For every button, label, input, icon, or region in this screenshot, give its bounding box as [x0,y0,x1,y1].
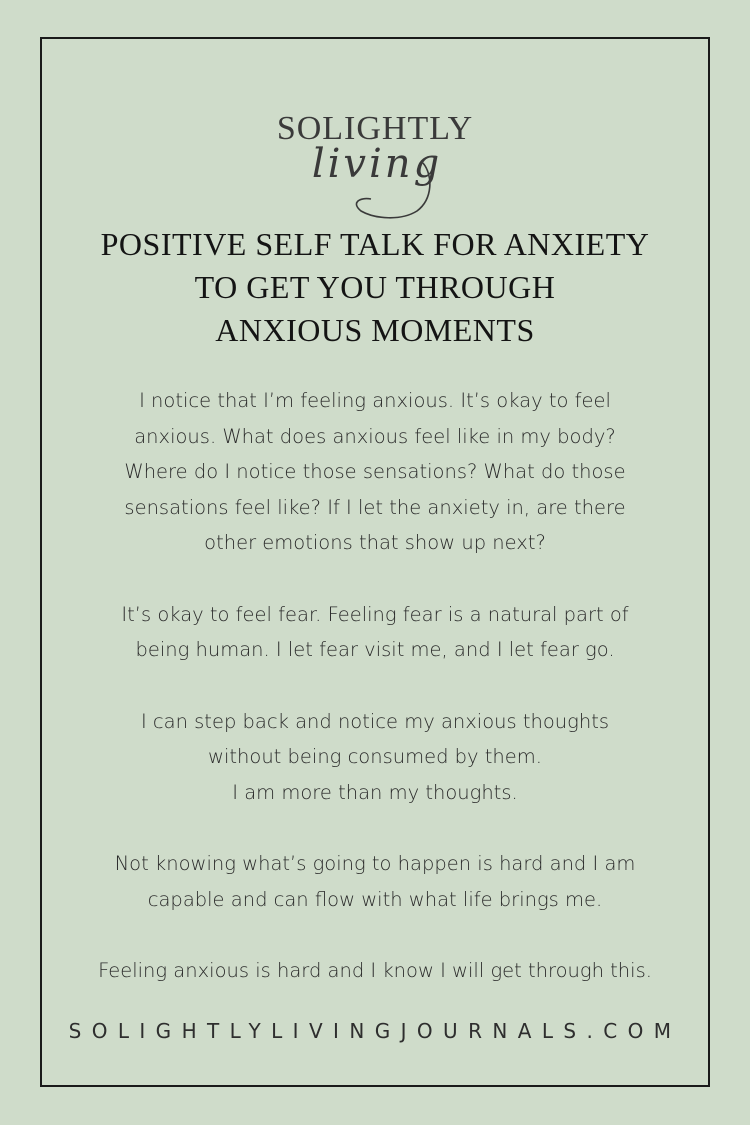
paragraph-line: I notice that I’m feeling anxious. It’s okay to feel [139,389,611,412]
paragraph-1 [42,383,708,561]
paragraph-line: capable and can flow with what life brings me. [147,887,603,911]
paragraph-line: anxious. What does anxious feel like in my body? [134,424,616,448]
paragraph-5 [42,953,708,989]
paragraph-line: other emotions that show up next? [204,531,546,554]
logo-script: living [311,141,443,187]
paragraph-line: Feeling anxious is hard and I know I will get through this. [98,959,652,982]
paragraph-line: Where do I notice those sensations? What do those [124,460,626,483]
paragraph-3 [42,704,708,811]
paragraph-2 [42,597,708,668]
paragraph-line: without being consumed by them. [208,745,542,768]
title-line-1: POSITIVE SELF TALK FOR ANXIETY [100,226,650,262]
paragraph-line: sensations feel like? If I let the anxiety in, are there [124,495,626,519]
title-line-2: TO GET YOU THROUGH [194,269,556,305]
paragraph-line: I am more than my thoughts. [232,780,518,804]
paragraph-line: I can step back and notice my anxious thoughts [140,709,610,733]
paragraph-4 [42,846,708,917]
paragraph-line: Not knowing what’s going to happen is hard and I am [114,852,636,875]
affirmations-body [42,383,708,1025]
title-line-3: ANXIOUS MOMENTS [215,312,535,348]
paragraph-line: being human. I let fear visit me, and I let fear go. [135,638,615,661]
page-title [42,223,708,352]
card-frame [40,37,710,1087]
brand-logo [42,99,708,239]
paragraph-line: It’s okay to feel fear. Feeling fear is a natural part of [121,602,629,626]
logo-wordmark: SOLIGHTLY [276,110,474,147]
footer-url: SOLIGHTLYLIVINGJOURNALS.COM [68,1019,682,1043]
